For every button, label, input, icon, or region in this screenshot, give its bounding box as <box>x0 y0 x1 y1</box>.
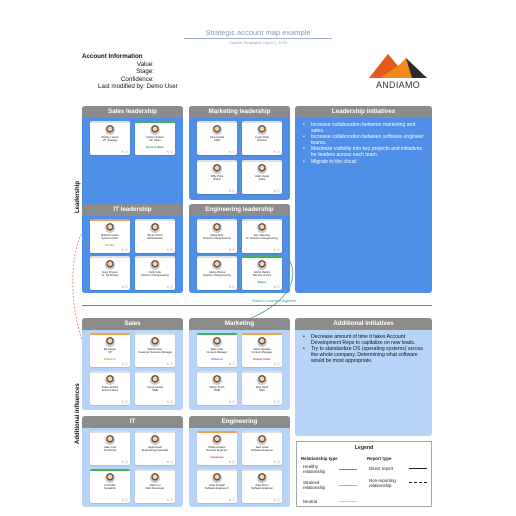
card-actions-icon[interactable]: ✎ ⓘ <box>273 248 280 252</box>
avatar <box>105 435 115 445</box>
contact-name: Paola Luciano Security Engineer <box>206 446 228 453</box>
contact-name: Gina Garcia CMO <box>209 136 225 143</box>
avatar <box>257 125 267 135</box>
contact-card[interactable] <box>90 333 130 367</box>
contact-name: Gary Kramer Sr. Technician <box>101 270 119 277</box>
contact-card[interactable] <box>135 371 175 405</box>
card-actions-icon[interactable]: ✎ ⓘ <box>228 189 235 193</box>
card-actions-icon[interactable]: ✎ ⓘ <box>228 460 235 464</box>
contact-card[interactable] <box>90 256 130 290</box>
contact-name: Albert Lu Web Developer <box>145 483 165 490</box>
marketing-leadership-panel <box>189 106 290 200</box>
card-actions-icon[interactable]: ✎ ⓘ <box>228 150 235 154</box>
contact-name: Shelby Lorenz VP, Strategy <box>101 136 119 143</box>
avatar <box>105 223 115 233</box>
legend <box>296 441 432 507</box>
contact-card[interactable] <box>242 371 282 405</box>
contact-card[interactable] <box>135 469 175 503</box>
contact-card[interactable] <box>197 469 237 503</box>
engineering-leadership-panel <box>189 204 290 293</box>
card-actions-icon[interactable]: ✎ ⓘ <box>166 400 173 404</box>
avatar <box>257 164 267 174</box>
contact-name: Kylee Jenkins Account Exec <box>101 386 119 393</box>
card-actions-icon[interactable]: ✎ ⓘ <box>228 400 235 404</box>
contact-card[interactable] <box>197 121 237 155</box>
logo-wordmark: ANDIAMO <box>375 80 421 90</box>
contact-card[interactable] <box>242 121 282 155</box>
contact-card[interactable] <box>90 121 130 155</box>
avatar <box>105 337 115 347</box>
card-actions-icon[interactable]: ✎ ⓘ <box>121 400 128 404</box>
avatar <box>105 473 115 483</box>
card-actions-icon[interactable]: ✎ ⓘ <box>273 497 280 502</box>
leadership-side-label: Leadership <box>75 180 81 213</box>
contact-name: Jethro Rankin Director of Ops <box>252 270 272 277</box>
contact-card[interactable] <box>242 469 282 503</box>
card-actions-icon[interactable]: ✎ ⓘ <box>166 248 173 252</box>
it-leadership-title: IT leadership <box>82 204 183 216</box>
contact-name: Marissa Cortez Systems Arch. <box>100 234 120 241</box>
initiative-item: • Increase collaboration between software engineer teams. <box>303 134 426 146</box>
contact-card[interactable] <box>197 431 237 465</box>
contact-name: Ira Noble Sysadmin <box>104 483 116 490</box>
contact-card[interactable] <box>90 371 130 405</box>
contact-card[interactable] <box>135 333 175 367</box>
contact-card[interactable] <box>242 431 282 465</box>
role-tag: Blocker <box>105 244 115 247</box>
initiative-item: • Decrease amount of time it takes Account Development Reps to capitalize on new leads. <box>303 334 426 346</box>
avatar <box>257 375 267 385</box>
sales-title: Sales <box>82 318 183 330</box>
engineering-leadership-title: Engineering leadership <box>189 204 290 216</box>
contact-name: Bryan Smith Administrator <box>147 234 163 241</box>
avatar <box>105 125 115 135</box>
modified-label: Last modified by: Demo User <box>98 83 178 91</box>
avatar <box>257 337 267 347</box>
leadership-initiatives-panel <box>295 106 432 293</box>
contact-card[interactable] <box>135 256 175 290</box>
role-tag: Influencer <box>211 358 223 361</box>
contact-name: Nate Kimball Software Engineer II <box>204 483 230 490</box>
contact-card[interactable] <box>197 333 237 367</box>
contact-card[interactable] <box>242 160 282 194</box>
diagram-subtitle: System Templates | April 2, 2025 <box>228 40 288 45</box>
avatar <box>257 473 267 483</box>
role-tag: Gatekeeper <box>210 456 224 459</box>
card-actions-icon[interactable]: ✎ ⓘ <box>121 362 128 366</box>
contact-name: Nina Shah SEO <box>255 386 269 393</box>
contact-name: Eli Jaeger VP <box>104 348 116 355</box>
avatar <box>257 435 267 445</box>
contact-name: Sunny Hewitt SDR <box>147 386 163 393</box>
marketing-title: Marketing <box>189 318 290 330</box>
contact-name: Carlos Rivera Director of Engineering <box>203 270 231 277</box>
avatar <box>150 375 160 385</box>
legend-nonreport-swatch <box>409 482 427 483</box>
legend-direct-swatch <box>409 468 427 469</box>
contact-name: Eric Talentine Sr. Director of Engineering <box>246 234 278 241</box>
legend-neutral-label: Neutral <box>303 499 318 504</box>
avatar <box>212 125 222 135</box>
card-actions-icon[interactable]: ✎ ⓘ <box>121 284 128 289</box>
avatar <box>150 260 160 270</box>
legend-strained-label: Strained relationship <box>303 480 326 490</box>
leadership-initiatives-title: Leadership initiatives <box>295 106 432 118</box>
avatar <box>150 337 160 347</box>
contact-card[interactable] <box>242 256 282 290</box>
additional-initiatives-title: Additional initiatives <box>295 318 432 330</box>
legend-healthy-swatch <box>339 469 357 470</box>
role-tag: Decision Maker <box>145 146 165 149</box>
contact-name: Colton Hudson VP, Sales <box>146 136 164 143</box>
title-rule <box>184 38 332 39</box>
card-actions-icon[interactable]: ✎ ⓘ <box>166 362 173 366</box>
contact-card[interactable] <box>90 469 130 503</box>
avatar <box>212 223 222 233</box>
initiative-item: • Try to standardize OS (operating systems) across the whole company. Determining what software would be most appropriate. <box>303 346 426 364</box>
contact-name: Alexis Morales Content Manager <box>251 348 273 355</box>
additional-initiatives-list <box>303 334 426 364</box>
engineering-panel <box>189 416 290 507</box>
stage-label: Stage: <box>136 68 154 76</box>
marketing-leadership-title: Marketing leadership <box>189 106 290 118</box>
card-actions-icon[interactable]: ✎ ⓘ <box>121 460 128 464</box>
account-heading: Account Information <box>82 53 143 60</box>
legend-direct-label: Direct report <box>369 466 394 471</box>
contact-name: Aliah Gupta Video <box>254 175 270 182</box>
sales-leadership-title: Sales leadership <box>82 106 183 118</box>
avatar <box>150 125 160 135</box>
card-actions-icon[interactable]: ✎ ⓘ <box>273 362 280 366</box>
avatar <box>105 260 115 270</box>
contact-card[interactable] <box>197 371 237 405</box>
legend-relationship-heading: Relationship type <box>301 456 338 461</box>
contact-card[interactable] <box>242 219 282 253</box>
initiative-item: • Increase collaboration between marketing and sales. <box>303 122 426 134</box>
additional-initiatives-panel <box>295 318 432 436</box>
contact-name: Kelly Cole Director of Engineering <box>141 270 169 277</box>
card-actions-icon[interactable]: ✎ ⓘ <box>121 497 128 502</box>
account-information <box>82 53 192 91</box>
initiative-item: • Maximize visibility into key projects and initiatives for leaders across each team. <box>303 146 426 158</box>
contact-name: Jake Cole Technician <box>103 446 117 453</box>
card-actions-icon[interactable]: ✎ ⓘ <box>121 150 128 154</box>
legend-nonreport-label: Non-reporting relationship <box>369 478 396 488</box>
it-title: IT <box>82 416 183 428</box>
it-panel <box>82 416 183 507</box>
contact-card[interactable] <box>135 121 175 155</box>
card-actions-icon[interactable]: ✎ ⓘ <box>166 497 173 502</box>
avatar <box>257 260 267 270</box>
avatar <box>150 223 160 233</box>
legend-title: Legend <box>354 445 374 451</box>
avatar <box>212 435 222 445</box>
marketing-panel <box>189 318 290 410</box>
contact-name: Maria Ruiz Director of Engineering <box>203 234 231 241</box>
contact-card[interactable] <box>197 160 237 194</box>
sales-panel <box>82 318 183 410</box>
avatar <box>212 375 222 385</box>
contact-card[interactable] <box>135 219 175 253</box>
avatar <box>257 223 267 233</box>
engineering-title: Engineering <box>189 416 290 428</box>
contact-name: Darby Smith PMM <box>209 386 225 393</box>
contact-name: Kayla Paulo Engineering Associate <box>141 446 169 453</box>
role-tag: Budget Holder <box>253 358 271 361</box>
confidence-label: Confidence: <box>120 75 154 83</box>
avatar <box>150 435 160 445</box>
diagram-title: Strategic account map example <box>205 28 311 37</box>
card-actions-icon[interactable]: ✎ ⓘ <box>166 460 173 464</box>
avatar <box>150 473 160 483</box>
contact-name: Willy Price Brand <box>210 175 224 182</box>
connector-label: Want to connect together <box>252 298 297 303</box>
contact-name: Marlon Grey Customer Success Manager <box>138 348 172 355</box>
avatar <box>212 260 222 270</box>
additional-influences-side-label: Additional influences <box>75 383 81 444</box>
card-actions-icon[interactable]: ✎ ⓘ <box>228 362 235 366</box>
card-actions-icon[interactable]: ✎ ⓘ <box>273 284 280 289</box>
legend-healthy-label: Healthy relationship <box>303 464 326 474</box>
card-actions-icon[interactable]: ✎ ⓘ <box>121 248 128 252</box>
initiative-item: • Migrate to the cloud. <box>303 159 426 165</box>
card-actions-icon[interactable]: ✎ ⓘ <box>273 150 280 154</box>
contact-name: Zoey Dunn Software Engineer <box>250 483 274 490</box>
avatar <box>212 337 222 347</box>
contact-name: Logan Park Director <box>255 136 269 143</box>
legend-strained-swatch <box>339 485 357 486</box>
contact-card[interactable] <box>135 431 175 465</box>
avatar <box>105 375 115 385</box>
avatar <box>212 473 222 483</box>
leadership-initiatives-list <box>303 122 426 165</box>
value-label: Value: <box>136 60 154 68</box>
card-actions-icon[interactable]: ✎ ⓘ <box>166 284 173 289</box>
contact-card[interactable] <box>90 431 130 465</box>
card-actions-icon[interactable]: ✎ ⓘ <box>273 460 280 464</box>
contact-card[interactable] <box>197 256 237 290</box>
role-tag: Influencer <box>104 358 116 361</box>
legend-neutral-swatch <box>339 501 357 502</box>
contact-card[interactable] <box>197 219 237 253</box>
it-leadership-panel <box>82 204 183 293</box>
card-actions-icon[interactable]: ✎ ⓘ <box>228 497 235 502</box>
contact-name: Sam Lowe Software Engineer <box>250 446 274 453</box>
legend-report-heading: Report type <box>367 456 392 461</box>
contact-card[interactable] <box>90 219 130 253</box>
contact-name: Elise Cole Content Manager <box>206 348 228 355</box>
card-actions-icon[interactable]: ✎ ⓘ <box>273 189 280 193</box>
card-actions-icon[interactable]: ✎ ⓘ <box>273 400 280 404</box>
role-tag: Mapper <box>257 280 267 284</box>
contact-card[interactable] <box>242 333 282 367</box>
avatar <box>212 164 222 174</box>
card-actions-icon[interactable]: ✎ ⓘ <box>228 248 235 252</box>
section-divider <box>82 305 432 306</box>
card-actions-icon[interactable]: ✎ ⓘ <box>228 284 235 289</box>
card-actions-icon[interactable]: ✎ ⓘ <box>166 150 173 154</box>
